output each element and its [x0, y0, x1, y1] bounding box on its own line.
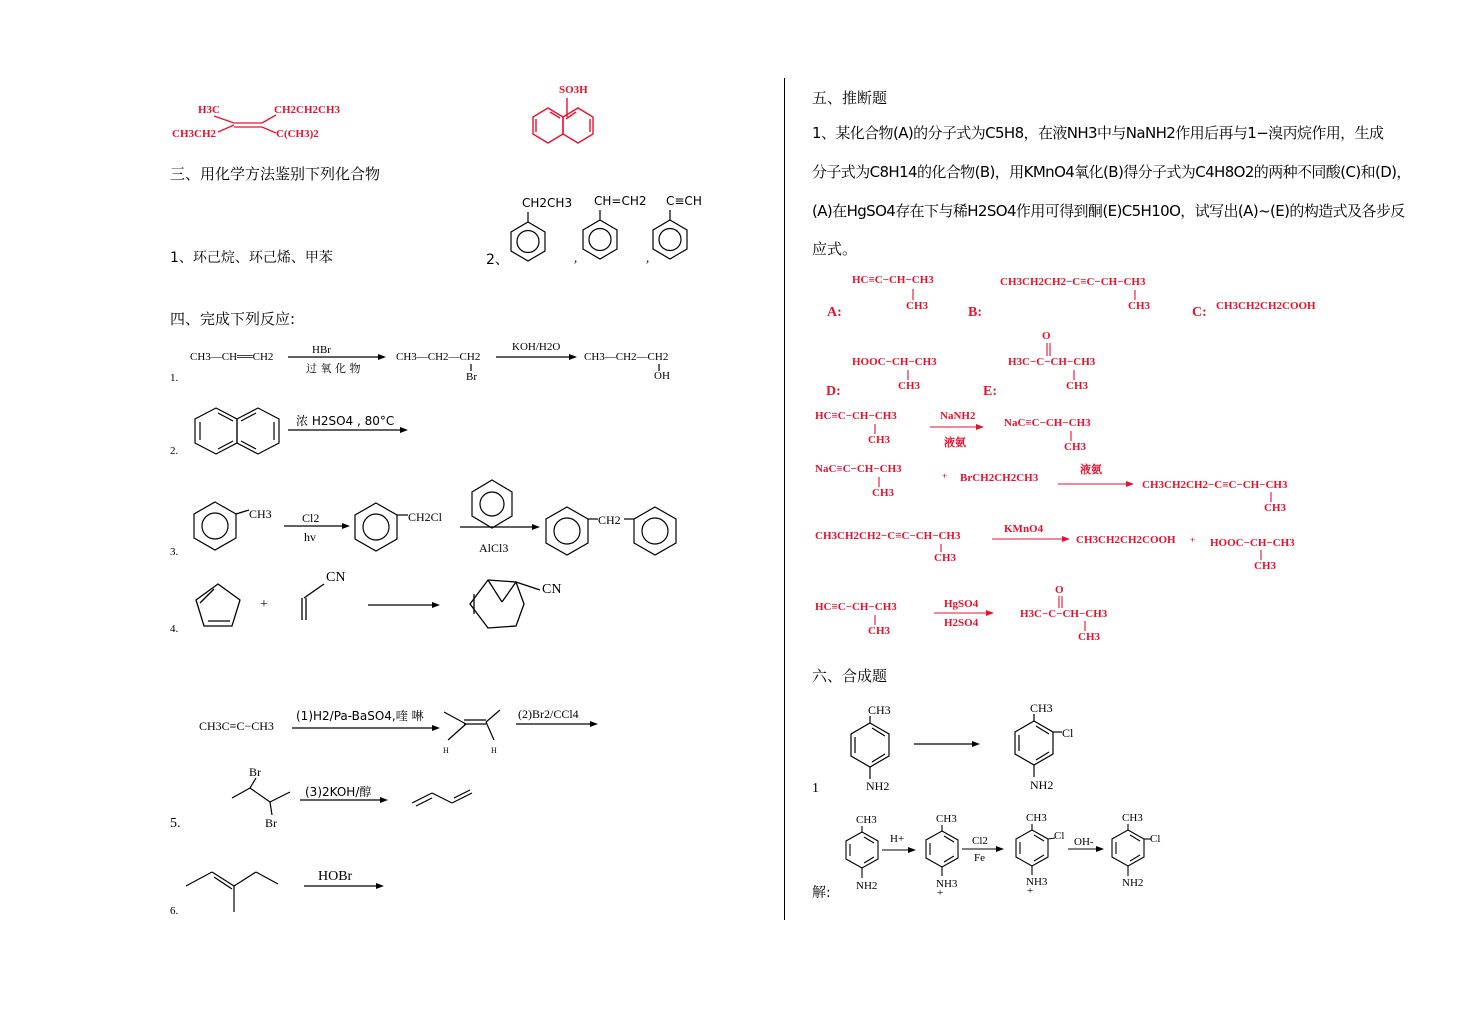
ethynyl-substituent: C≡CH	[666, 194, 702, 208]
reaction-3-alcl3: AlCl3	[479, 541, 509, 555]
ans-plus-1: +	[937, 887, 944, 899]
section4-title: 四、完成下列反应:	[170, 310, 296, 328]
reaction-3-cl2: Cl2	[302, 511, 320, 525]
vinyl-substituent: CH=CH2	[594, 194, 647, 208]
reaction-3-ch2cl: CH2Cl	[408, 510, 443, 524]
ans-oh: OH-	[1074, 836, 1094, 848]
reaction-6-reagent: HOBr	[318, 869, 353, 884]
ans-nh2-2: NH2	[1122, 877, 1144, 889]
answer-c-formula: CH3CH2CH2COOH	[1216, 300, 1316, 312]
para-line-2: 分子式为C8H14的化合物(B)，用KMnO4氧化(B)得分子式为C4H8O2的两种不同酸(C)和(D)，	[812, 163, 1411, 181]
ans-r3-product2: HOOC−CH−CH3	[1210, 537, 1295, 549]
reaction-4-acrylonitrile-cn: CN	[326, 570, 346, 585]
reaction-5-step3: (3)2KOH/醇	[305, 785, 372, 799]
ans-ch3-4: CH3	[1122, 812, 1143, 824]
answer-b-formula: CH3CH2CH2−C≡C−CH−CH3	[1000, 276, 1146, 288]
q-cl: Cl	[1062, 726, 1074, 740]
ans-r1-product: NaC≡C−CH−CH3	[1004, 417, 1091, 429]
reaction-4-product-cn: CN	[542, 582, 562, 597]
answer-label: 解:	[812, 885, 831, 901]
ans-r4-top: HgSO4	[944, 598, 979, 610]
ans-r2-psub: CH3	[1264, 502, 1286, 514]
dimethyl-label: C(CH3)2	[276, 128, 319, 140]
ans-r1-psub: CH3	[1064, 441, 1086, 453]
answer-e-sub: CH3	[1066, 380, 1088, 392]
reaction-5-step1: (1)H2/Pa-BaSO4,喹 啉	[296, 709, 424, 723]
reaction-1-num: 1.	[170, 372, 179, 384]
ans-nh2-1: NH2	[856, 880, 878, 892]
ans-r2-sub: CH3	[872, 487, 894, 499]
ans-r3-sub: CH3	[934, 552, 956, 564]
ans-r4-bottom: H2SO4	[944, 617, 979, 629]
reaction-1-reagent-bottom: 过 氧 化 物	[306, 362, 361, 375]
ethyl-substituent: CH2CH3	[522, 196, 573, 210]
ans-r2-product: CH3CH2CH2−C≡C−CH−CH3	[1142, 479, 1288, 491]
ans-r2-top: 液氨	[1080, 463, 1102, 476]
reaction-4-num: 4.	[170, 623, 179, 635]
reaction-2-num: 2.	[170, 445, 179, 457]
section3-title: 三、用化学方法鉴别下列化合物	[170, 165, 381, 183]
ans-hplus: H+	[890, 833, 905, 845]
section5-title: 五、推断题	[812, 89, 888, 107]
q-nh2-a: NH2	[866, 779, 890, 793]
answer-e-label: E:	[983, 384, 997, 399]
answer-a-label: A:	[827, 305, 842, 320]
ans-nh3-1: NH3	[936, 878, 958, 890]
svg-text:,: ,	[646, 250, 650, 265]
reaction-5-num: 5.	[170, 816, 181, 831]
reaction-5-reactant: CH3C≡C−CH3	[199, 719, 274, 733]
ans-r4-o: O	[1055, 584, 1064, 596]
answer-a-sub: CH3	[906, 300, 928, 312]
ans-r2-reactant: NaC≡C−CH−CH3	[815, 463, 902, 475]
ans-r4-sub: CH3	[868, 625, 890, 637]
section3-q2-num: 2、	[486, 252, 509, 268]
reaction-3-ch3: CH3	[249, 507, 272, 521]
ans-r1-sub: CH3	[868, 434, 890, 446]
ans-r1-bottom: 液氨	[944, 436, 966, 449]
reaction-4-plus: +	[260, 597, 268, 612]
ans-r4-psub: CH3	[1078, 631, 1100, 643]
ans-cl2: Cl2	[972, 835, 988, 847]
ans-r3-plus: +	[1190, 535, 1196, 545]
ans-nh3-2: NH3	[1026, 876, 1048, 888]
reaction-1-oh: OH	[654, 370, 670, 382]
reaction-1-reagent2: KOH/H2O	[512, 341, 561, 353]
answer-d-formula: HOOC−CH−CH3	[852, 356, 937, 368]
so3h-label: SO3H	[559, 84, 588, 96]
ans-ch3-2: CH3	[936, 813, 957, 825]
ans-ch3-3: CH3	[1026, 812, 1047, 824]
reaction-6-num: 6.	[170, 905, 179, 917]
ans-r3-product1: CH3CH2CH2COOH	[1076, 534, 1176, 546]
ans-r2-plus: +	[942, 471, 948, 481]
reaction-5-h1: H	[443, 746, 449, 755]
q-ch3-a: CH3	[868, 703, 891, 717]
answer-e-formula: H3C−C−CH−CH3	[1008, 356, 1096, 368]
answer-e-o: O	[1042, 330, 1051, 342]
reaction-5-br2: Br	[265, 816, 277, 830]
answer-b-label: B:	[968, 305, 982, 320]
ans-cl-2: Cl	[1150, 833, 1161, 845]
ans-r3-reactant: CH3CH2CH2−C≡C−CH−CH3	[815, 530, 961, 542]
reaction-2-reagent: 浓 H2SO4 , 80°C	[296, 414, 395, 428]
reaction-5-step2: (2)Br2/CCl4	[518, 707, 579, 721]
ans-r4-reactant: HC≡C−CH−CH3	[815, 601, 897, 613]
ans-fe: Fe	[974, 852, 985, 864]
ans-r3-top: KMnO4	[1004, 523, 1044, 535]
ethyl-label: CH3CH2	[172, 128, 216, 140]
ans-plus-2: +	[1027, 885, 1034, 897]
reaction-5-h2: H	[491, 746, 497, 755]
section3-q1: 1、环己烷、环己烯、甲苯	[170, 250, 333, 266]
section6-q-num: 1	[812, 781, 819, 796]
ans-cl-1: Cl	[1054, 830, 1065, 842]
answer-a-formula: HC≡C−CH−CH3	[852, 274, 934, 286]
para-line-1: 1、某化合物(A)的分子式为C5H8，在液NH3中与NaNH2作用后再与1−溴丙烷作用，生成	[812, 124, 1384, 142]
h3c-label: H3C	[198, 104, 220, 116]
reaction-1-reactant: CH3—CH══CH2	[190, 351, 274, 363]
q-nh2-b: NH2	[1030, 778, 1054, 792]
reaction-3-num: 3.	[170, 546, 179, 558]
reaction-1-product: CH3—CH2—CH2	[584, 351, 669, 363]
reaction-5-br1: Br	[249, 765, 261, 779]
reaction-1-br: Br	[466, 371, 477, 383]
reaction-1-reagent-top: HBr	[312, 344, 331, 356]
answer-c-label: C:	[1192, 305, 1207, 320]
ans-r3-psub: CH3	[1254, 560, 1276, 572]
answer-d-sub: CH3	[898, 380, 920, 392]
section6-title: 六、合成题	[812, 667, 888, 685]
reaction-3-hv: hv	[304, 530, 316, 544]
q-ch3-b: CH3	[1030, 701, 1053, 715]
para-line-4: 应式。	[812, 240, 858, 258]
ans-r4-product: H3C−C−CH−CH3	[1020, 608, 1108, 620]
ans-r1-top: NaNH2	[940, 410, 976, 422]
propyl-label: CH2CH2CH3	[274, 104, 340, 116]
reaction-3-ch2: CH2	[598, 513, 621, 527]
ans-r2-reagent: BrCH2CH2CH3	[960, 472, 1039, 484]
ans-r1-reactant: HC≡C−CH−CH3	[815, 410, 897, 422]
reaction-1-intermediate: CH3—CH2—CH2	[396, 351, 481, 363]
svg-text:,: ,	[574, 250, 578, 265]
ans-ch3-1: CH3	[856, 814, 877, 826]
answer-d-label: D:	[826, 384, 841, 399]
answer-b-sub: CH3	[1128, 300, 1150, 312]
para-line-3: (A)在HgSO4存在下与稀H2SO4作用可得到酮(E)C5H10O，试写出(A)~(E)的构造式及各步反	[812, 202, 1405, 220]
